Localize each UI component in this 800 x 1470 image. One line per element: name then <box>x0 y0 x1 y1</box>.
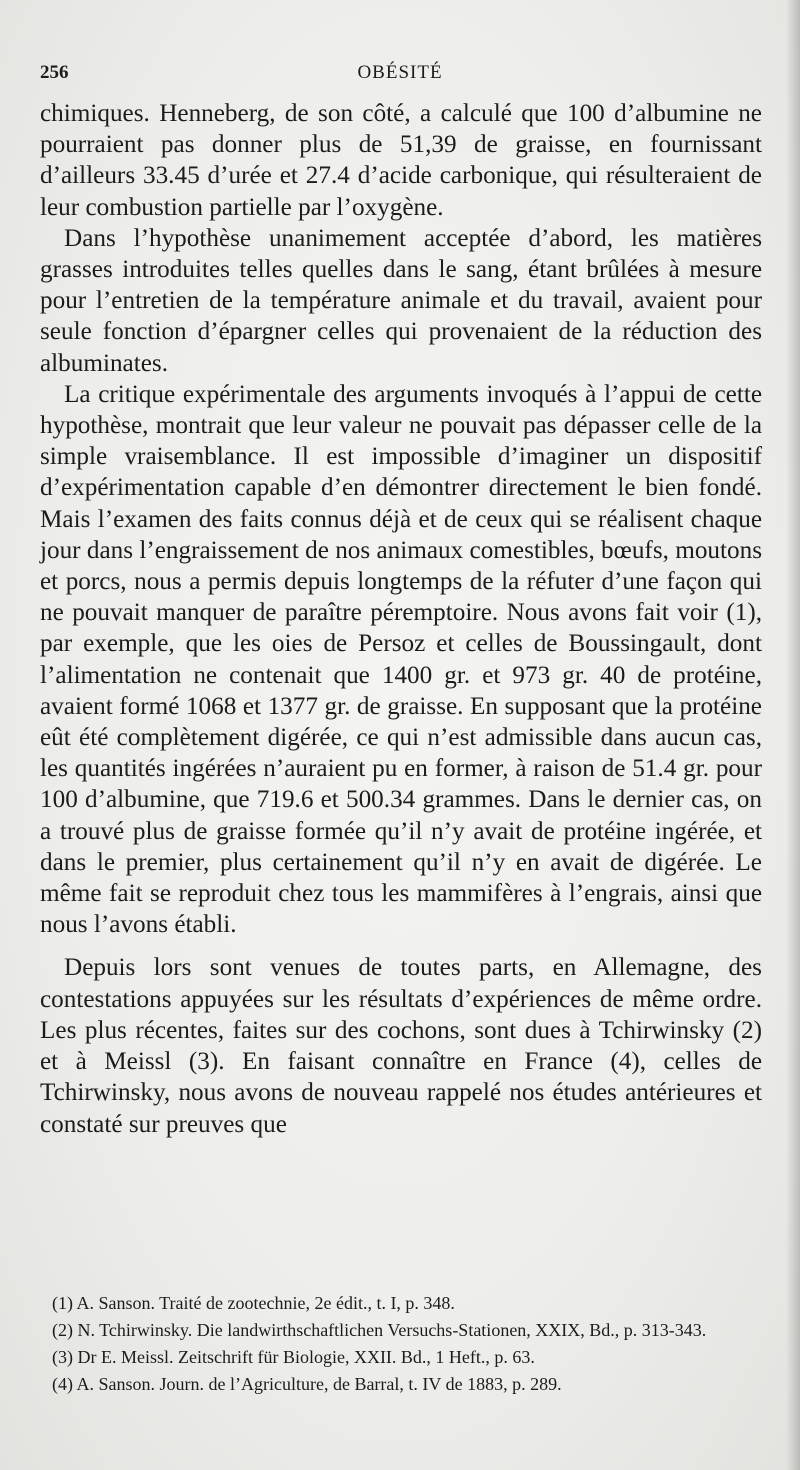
footnotes <box>40 1290 762 1398</box>
running-head: OBÉSITÉ <box>357 62 443 83</box>
body-text <box>40 98 762 1140</box>
paragraph: Dans l’hypothèse unanimement acceptée d’abord, les matières grasses introduites telles quelles dans le sang, étant brûlées à mesure pour l’entretien de la température animale et du travail, avaient pour seule fonction d’épargner celles qui provenaient de la réduction des albuminates. <box>40 224 762 377</box>
footnote: (2) N. Tchirwinsky. Die landwirthschaftlichen Versuchs-Stationen, XXIX, Bd., p. 313-343. <box>52 1320 707 1340</box>
footnote: (1) A. Sanson. Traité de zootechnie, 2e édit., t. I, p. 348. <box>52 1293 455 1313</box>
page-header <box>40 62 760 92</box>
page-number: 256 <box>40 62 69 83</box>
paragraph: La critique expérimentale des arguments invoqués à l’appui de cette hypothèse, montrait que leur valeur ne pouvait pas dépasser celle de la simple vraisemblance. Il est impossible d’imaginer un dispositif d’expérimentation capable d’en démontrer directement le bien fondé. Mais l’examen des faits connus déjà et de ceux qui se réalisent chaque jour dans l’engraissement de nos animaux comestibles, bœufs, moutons et porcs, nous a permis depuis longtemps de la réfuter d’une façon qui ne pouvait manquer de paraître péremptoire. Nous avons fait voir (1), par exemple, que les oies de Persoz et celles de Boussingault, dont l’alimentation ne contenait que 1400 gr. et 973 gr. 40 de protéine, avaient formé 1068 et 1377 gr. de graisse. En supposant que la protéine eût été complètement digérée, ce qui n’est admissible dans aucun cas, les quantités ingérées n’auraient pu en former, à raison de 51.4 gr. pour 100 d’albumine, que 719.6 et 500.34 grammes. Dans le dernier cas, on a trouvé plus de graisse formée qu’il n’y avait de protéine ingérée, et dans le premier, plus certainement qu’il n’y en avait de digérée. Le même fait se reproduit chez tous les mammifères à l’engrais, ainsi que nous l’avons établi. <box>40 380 762 939</box>
footnote: (4) A. Sanson. Journ. de l’Agriculture, de Barral, t. IV de 1883, p. 289. <box>52 1374 562 1394</box>
paragraph: chimiques. Henneberg, de son côté, a calculé que 100 d’albumine ne pourraient pas donner plus de 51,39 de graisse, en fournissant d’ailleurs 33.45 d’urée et 27.4 d’acide carbonique, qui résulteraient de leur combustion partielle par l’oxygène. <box>40 100 762 221</box>
paragraph: Depuis lors sont venues de toutes parts, en Allemagne, des contestations appuyées sur les résultats d’expériences de même ordre. Les plus récentes, faites sur des cochons, sont dues à Tchirwinsky (2) et à Meissl (3). En faisant connaître en France (4), celles de Tchirwinsky, nous avons de nouveau rappelé nos études antérieures et constaté sur preuves que <box>40 954 762 1138</box>
footnote: (3) Dr E. Meissl. Zeitschrift für Biologie, XXII. Bd., 1 Heft., p. 63. <box>52 1347 535 1367</box>
